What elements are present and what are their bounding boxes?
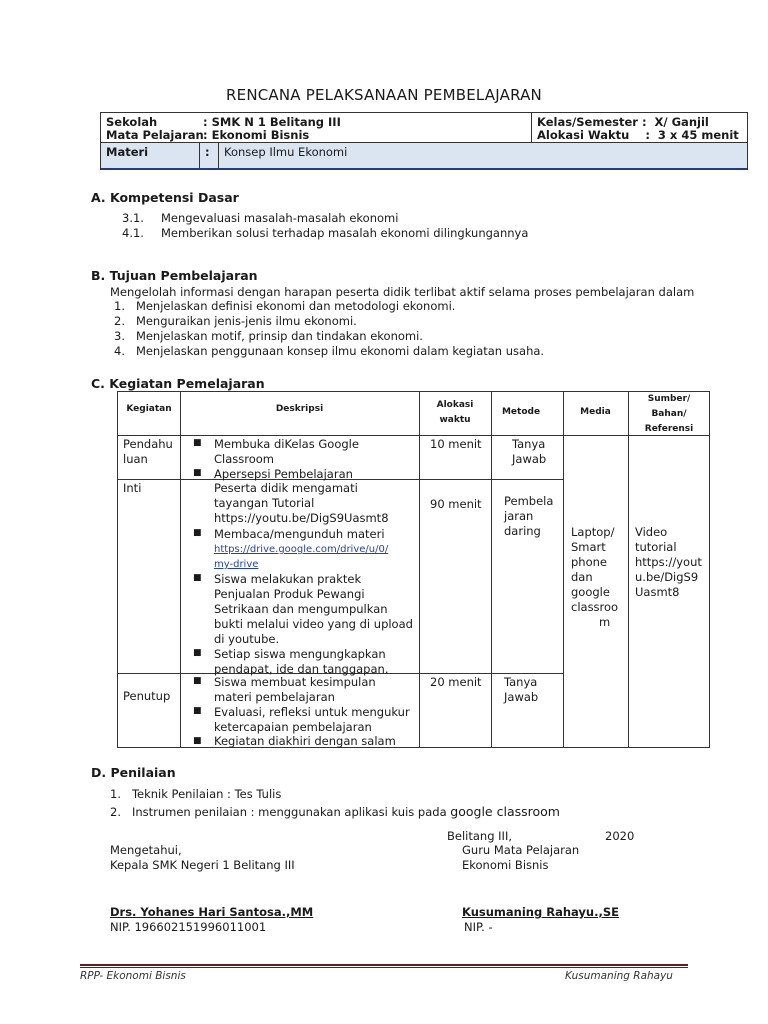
inti-waktu: 90 menit — [430, 497, 482, 511]
col-header-deskripsi: Deskripsi — [275, 404, 324, 414]
guru-nip: NIP. - — [464, 920, 493, 934]
materi-label: Materi — [106, 145, 149, 159]
section-penilaian-heading: D. Penilaian — [91, 765, 176, 780]
activity-table — [117, 391, 710, 748]
col-header-sumber — [628, 392, 710, 437]
penutup-waktu: 20 menit — [430, 675, 482, 689]
bullet-icon: ■ — [193, 648, 202, 658]
sumber-line-5: Uasmt8 — [635, 585, 680, 599]
media-cell — [571, 525, 618, 630]
section-kompetensi-heading: A. Kompetensi Dasar — [91, 190, 239, 205]
footer-line-thick — [80, 964, 688, 966]
pendahuluan-desc-2: Apersepsi Pembelajaran — [214, 467, 353, 481]
materi-divider-2 — [218, 143, 219, 170]
bullet-icon: ■ — [193, 528, 202, 538]
mapel-value: : Ekonomi Bisnis — [203, 128, 310, 142]
kd-number-2: 4.1. — [122, 226, 144, 240]
penilaian-item-2-text: 2. Instrumen penilaian : menggunakan aplikasi kuis pada — [110, 805, 451, 819]
materi-value: Konsep Ilmu Ekonomi — [224, 145, 348, 159]
sumber-cell — [635, 525, 702, 600]
penutup-desc-3: Kegiatan diakhiri dengan salam — [214, 734, 396, 748]
pendahuluan-desc-1a: Membuka diKelas Google — [214, 437, 359, 451]
mapel-label-text: Mata Pelajaran — [106, 128, 204, 142]
sumber-line-4: u.be/DigS9 — [635, 570, 699, 584]
pendahuluan-desc-1b: Classroom — [214, 452, 275, 466]
inti-desc-1a: Peserta didik mengamati — [214, 481, 358, 495]
media-line-7: m — [599, 615, 611, 629]
tujuan-item-2: 2. Menguraikan jenis-jenis ilmu ekonomi. — [114, 314, 357, 328]
penutup-metode — [504, 675, 538, 705]
col-line-2 — [419, 392, 420, 747]
identity-row — [101, 113, 747, 143]
row-inti-name: Inti — [123, 481, 142, 495]
sekolah-value: : SMK N 1 Belitang III — [203, 115, 341, 129]
col-header-sumber-3: Referensi — [644, 424, 694, 434]
penutup-metode-2: Jawab — [504, 690, 539, 704]
media-line-2: Smart — [571, 540, 606, 554]
kepala-nip: NIP. 196602151996011001 — [110, 920, 267, 934]
footer-left: RPP- Ekonomi Bisnis — [80, 970, 186, 982]
document-title: RENCANA PELAKSANAAN PEMBELAJARAN — [226, 86, 542, 104]
inti-desc-3c: Setrikaan dan mengumpulkan — [214, 602, 388, 616]
bullet-icon: ■ — [193, 736, 202, 746]
materi-row — [101, 143, 747, 170]
inti-desc-2: Membaca/mengunduh materi — [214, 527, 385, 541]
media-line-6: classroo — [571, 600, 619, 614]
pendahuluan-desc-1 — [214, 437, 359, 467]
inti-metode-2: jaran — [504, 509, 534, 523]
pendahuluan-name-2: luan — [123, 452, 148, 466]
inti-metode — [504, 494, 553, 539]
kepala-label: Kepala SMK Negeri 1 Belitang III — [110, 858, 295, 872]
tujuan-item-3: 3. Menjelaskan motif, prinsip dan tindakan ekonomi. — [114, 329, 423, 343]
inti-desc-1b: tayangan Tutorial — [214, 496, 315, 510]
inti-desc-4 — [214, 647, 388, 677]
mapel-label — [106, 128, 310, 142]
materi-colon: : — [205, 145, 210, 159]
col-header-kegiatan: Kegiatan — [126, 404, 172, 414]
penutup-desc-1a: Siswa membuat kesimpulan — [214, 675, 376, 689]
inti-desc-1 — [214, 481, 389, 526]
identity-divider — [531, 113, 532, 143]
guru-mapel-label: Ekonomi Bisnis — [462, 858, 549, 872]
inti-desc-4a: Setiap siswa mengungkapkan — [214, 647, 386, 661]
kepala-name: Drs. Yohanes Hari Santosa.,MM — [110, 905, 314, 919]
tujuan-item-4: 4. Menjelaskan penggunaan konsep ilmu ekonomi dalam kegiatan usaha. — [114, 344, 545, 358]
signature-place: Belitang III, — [447, 829, 512, 843]
media-line-1: Laptop/ — [571, 525, 615, 539]
col-header-media: Media — [580, 407, 611, 417]
col-line-4 — [563, 392, 564, 747]
sumber-line-3: https://yout — [635, 555, 702, 569]
mengetahui-label: Mengetahui, — [110, 843, 182, 857]
pendahuluan-waktu: 10 menit — [430, 437, 482, 451]
col-header-metode: Metode — [501, 407, 541, 417]
col-header-sumber-2: Bahan/ — [651, 409, 687, 419]
kd-number-1: 3.1. — [122, 211, 144, 225]
col-line-1 — [180, 392, 181, 747]
guru-name: Kusumaning Rahayu.,SE — [462, 905, 619, 919]
materi-divider-1 — [199, 143, 200, 170]
penutup-desc-2 — [214, 705, 410, 735]
penilaian-item-1: 1. Teknik Penilaian : Tes Tulis — [110, 787, 282, 801]
media-line-3: phone — [571, 555, 607, 569]
pendahuluan-metode — [512, 437, 546, 467]
materi-underline — [101, 168, 747, 170]
alokasi-waktu: Alokasi Waktu : 3 x 45 menit — [537, 128, 739, 142]
media-line-5: google — [571, 585, 610, 599]
sekolah-label — [106, 115, 341, 129]
penilaian-item-2-app: google classroom — [450, 804, 560, 819]
drive-link-1[interactable]: https://drive.google.com/drive/u/0/ — [214, 544, 389, 555]
col-line-3 — [491, 392, 492, 747]
penutup-desc-1b: materi pembelajaran — [214, 690, 335, 704]
col-header-alokasi-1: Alokasi — [436, 400, 474, 410]
col-header-alokasi — [419, 398, 491, 428]
drive-link-2[interactable]: my-drive — [214, 559, 259, 570]
sumber-line-1: Video — [635, 525, 668, 539]
bullet-icon: ■ — [193, 438, 202, 448]
signature-year: 2020 — [605, 829, 635, 843]
penutup-metode-1: Tanya — [504, 675, 538, 689]
inti-metode-3: daring — [504, 524, 541, 538]
guru-label: Guru Mata Pelajaran — [462, 843, 580, 857]
footer-line-thin — [80, 967, 688, 968]
inti-desc-4b: pendapat, ide dan tanggapan. — [214, 662, 389, 676]
kelas-semester: Kelas/Semester : X/ Ganjil — [537, 115, 709, 129]
row-penutup-name: Penutup — [123, 689, 171, 703]
kd-text-2: Memberikan solusi terhadap masalah ekonomi dilingkungannya — [161, 226, 529, 240]
penutup-desc-2a: Evaluasi, refleksi untuk mengukur — [214, 705, 410, 719]
penilaian-item-2 — [110, 804, 560, 819]
sumber-line-2: tutorial — [635, 540, 677, 554]
tujuan-item-1: 1. Menjelaskan definisi ekonomi dan metodologi ekonomi. — [114, 299, 456, 313]
bullet-icon: ■ — [193, 676, 202, 686]
inti-desc-3d: bukti melalui video yang di upload — [214, 617, 413, 631]
penutup-desc-1 — [214, 675, 376, 705]
inti-desc-3e: di youtube. — [214, 632, 280, 646]
penutup-desc-2b: ketercapaian pembelajaran — [214, 720, 372, 734]
row-pendahuluan-name — [123, 437, 173, 467]
identity-table — [100, 112, 748, 170]
sekolah-label-text: Sekolah — [106, 115, 158, 129]
pendahuluan-metode-2: Jawab — [512, 452, 547, 466]
inti-desc-3 — [214, 572, 413, 647]
inti-desc-1c: https://youtu.be/DigS9Uasmt8 — [214, 511, 389, 525]
pendahuluan-name-1: Pendahu — [123, 437, 173, 451]
col-header-sumber-1: Sumber/ — [647, 394, 691, 404]
section-tujuan-heading: B. Tujuan Pembelajaran — [91, 268, 258, 283]
col-header-alokasi-2: waktu — [439, 415, 471, 425]
inti-desc-3a: Siswa melakukan praktek — [214, 572, 362, 586]
pendahuluan-metode-1: Tanya — [512, 437, 546, 451]
bullet-icon: ■ — [193, 468, 202, 478]
footer-right: Kusumaning Rahayu — [565, 970, 673, 982]
inti-metode-1: Pembela — [504, 494, 554, 508]
drive-link[interactable] — [214, 542, 388, 572]
header-row-line — [118, 435, 709, 436]
media-line-4: dan — [571, 570, 593, 584]
kd-text-1: Mengevaluasi masalah-masalah ekonomi — [161, 211, 399, 225]
col-line-5 — [628, 392, 629, 747]
bullet-icon: ■ — [193, 706, 202, 716]
tujuan-intro: Mengelolah informasi dengan harapan peserta didik terlibat aktif selama proses pembelajaran dalam — [110, 285, 695, 299]
bullet-icon: ■ — [193, 573, 202, 583]
inti-desc-3b: Penjualan Produk Pewangi — [214, 587, 365, 601]
section-kegiatan-heading: C. Kegiatan Pemelajaran — [91, 376, 265, 391]
